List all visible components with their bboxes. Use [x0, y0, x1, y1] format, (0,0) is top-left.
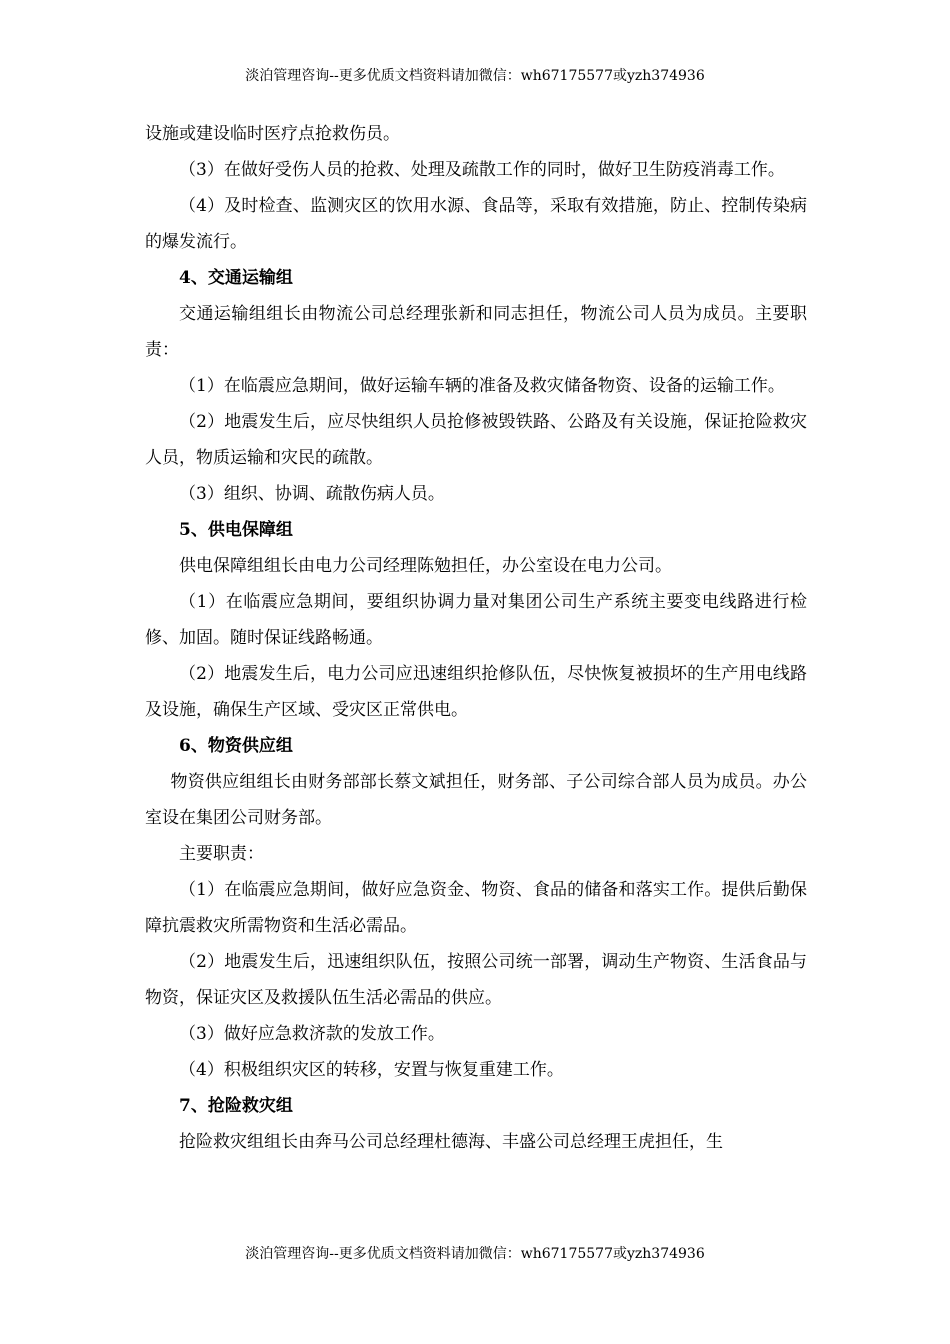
- paragraph: 设施或建设临时医疗点抢救伤员。: [145, 124, 400, 144]
- section-heading: 4、交通运输组: [179, 268, 293, 288]
- paragraph: 物资供应组组长由财务部部长蔡文斌担任，财务部、子公司综合部人员为成员。办公室设在集团公司财务部。: [145, 772, 807, 828]
- paragraph: （2）地震发生后，迅速组织队伍，按照公司统一部署，调动生产物资、生活食品与物资，保证灾区及救援队伍生活必需品的供应。: [145, 952, 807, 1008]
- paragraph: （3）做好应急救济款的发放工作。: [179, 1024, 445, 1044]
- paragraph: 供电保障组组长由电力公司经理陈勉担任，办公室设在电力公司。: [179, 556, 672, 576]
- paragraph: （2）地震发生后，应尽快组织人员抢修被毁铁路、公路及有关设施，保证抢险救灾人员，物质运输和灾民的疏散。: [145, 412, 807, 468]
- page-footer: 淡泊管理咨询--更多优质文档资料请加微信：wh67175577或yzh374936: [245, 1246, 705, 1262]
- section-heading: 7、抢险救灾组: [179, 1096, 293, 1116]
- paragraph: （1）在临震应急期间，做好运输车辆的准备及救灾储备物资、设备的运输工作。: [179, 376, 785, 396]
- paragraph: （3）在做好受伤人员的抢救、处理及疏散工作的同时，做好卫生防疫消毒工作。: [179, 160, 785, 180]
- paragraph: （1）在临震应急期间，做好应急资金、物资、食品的储备和落实工作。提供后勤保障抗震救灾所需物资和生活必需品。: [145, 880, 807, 936]
- paragraph: （4）及时检查、监测灾区的饮用水源、食品等，采取有效措施，防止、控制传染病的爆发流行。: [145, 196, 807, 252]
- section-heading: 5、供电保障组: [179, 520, 293, 540]
- paragraph: （4）积极组织灾区的转移，安置与恢复重建工作。: [179, 1060, 564, 1080]
- paragraph: （1）在临震应急期间，要组织协调力量对集团公司生产系统主要变电线路进行检修、加固。随时保证线路畅通。: [145, 592, 807, 648]
- paragraph: （3）组织、协调、疏散伤病人员。: [179, 484, 445, 504]
- document-body: [145, 116, 807, 1160]
- paragraph: 交通运输组组长由物流公司总经理张新和同志担任，物流公司人员为成员。主要职责：: [145, 304, 807, 360]
- paragraph: 主要职责：: [179, 844, 264, 864]
- paragraph: （2）地震发生后，电力公司应迅速组织抢修队伍，尽快恢复被损坏的生产用电线路及设施，确保生产区域、受灾区正常供电。: [145, 664, 807, 720]
- section-heading: 6、物资供应组: [179, 736, 293, 756]
- page-header: 淡泊管理咨询--更多优质文档资料请加微信：wh67175577或yzh374936: [245, 68, 705, 84]
- paragraph: 抢险救灾组组长由奔马公司总经理杜德海、丰盛公司总经理王虎担任，生: [179, 1132, 723, 1152]
